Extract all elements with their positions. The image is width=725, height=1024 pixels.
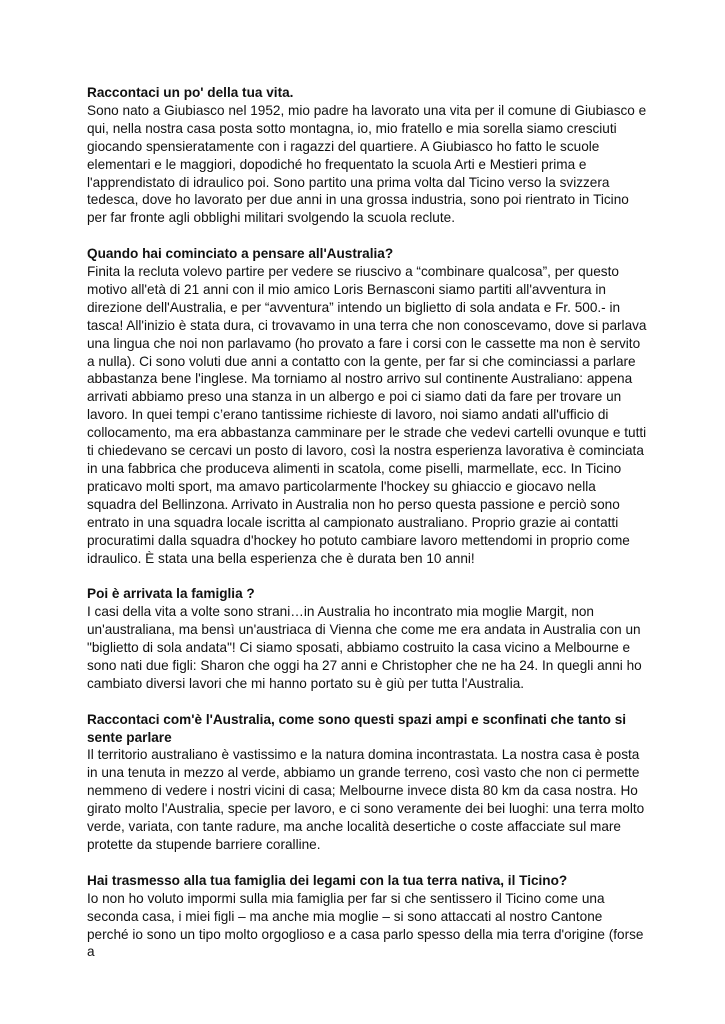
section-heading: Poi è arrivata la famiglia ? — [87, 586, 255, 602]
section-body: Il territorio australiano è vastissimo e la natura domina incontrastata. La nostra casa è posta in una tenuta in mezzo al verde, abbiamo un grande terreno, così vasto che non ci permette nemmeno di vedere i nostri vicini di casa; Melbourne invece dista 80 km da casa nostra. Ho girato molto l'Australia, specie per lavoro, e ci sono veramente dei bei luoghi: una terra molto verde, variata, con tante radure, ma anche località desertiche o coste affacciate sul mare protette da stupende barriere coralline. — [87, 747, 645, 853]
document-page — [87, 84, 647, 979]
section-body: Finita la recluta volevo partire per vedere se riuscivo a “combinare qualcosa”, per questo motivo all'età di 21 anni con il mio amico Loris Bernasconi siamo partiti all'avventura in direzione dell'Australia, e per “avventura” intendo un biglietto di sola andata e Fr. 500.- in tasca! All'inizio è stata dura, ci trovavamo in una terra che non conoscevamo, dove si parlava una lingua che noi non parlavamo (ho provato a fare i corsi con le cassette ma non è servito a nulla). Ci sono voluti due anni a contatto con la gente, per far si che cominciassi a parlare abbastanza bene l'inglese. Ma torniamo al nostro arrivo sul continente Australiano: appena arrivati abbiamo preso una stanza in un albergo e poi ci siamo dati da fare per trovare un lavoro. In quei tempi c’erano tantissime richieste di lavoro, noi siamo andati all'ufficio di collocamento, ma era abbastanza camminare per le strade che vedevi cartelli ovunque e tutti ti chiedevano se cercavi un posto di lavoro, così la nostra esperienza lavorativa è cominciata in una fabbrica che produceva alimenti in scatola, come piselli, marmellate, ecc. In Ticino praticavo molti sport, ma amavo particolarmente l'hockey su ghiaccio e giocavo nella squadra del Bellinzona. Arrivato in Australia non ho perso questa passione e perciò sono entrato in una squadra locale iscritta al campionato australiano. Proprio grazie ai contatti procuratimi dalla squadra d'hockey ho potuto cambiare lavoro mettendomi in proprio come idraulico. È stata una bella esperienza che è durata ben 10 anni! — [87, 264, 647, 566]
section-body: Io non ho voluto impormi sulla mia famiglia per far si che sentissero il Ticino come una seconda casa, i miei figli – ma anche mia moglie – si sono attaccati al nostro Cantone perché io sono un tipo molto orgoglioso e a casa parlo spesso della mia terra d'origine (forse a — [87, 890, 644, 960]
section-australia-start — [87, 245, 647, 567]
section-ticino-ties — [87, 872, 647, 962]
section-heading: Raccontaci com'è l'Australia, come sono questi spazi ampi e sconfinati che tanto si sente parlare — [87, 711, 627, 745]
section-heading: Hai trasmesso alla tua famiglia dei legami con la tua terra nativa, il Ticino? — [87, 872, 568, 888]
section-heading: Quando hai cominciato a pensare all'Australia? — [87, 246, 394, 262]
section-body: I casi della vita a volte sono strani…in Australia ho incontrato mia moglie Margit, non un'australiana, ma bensì un'austriaca di Vienna che come me era andata in Australia con un "biglietto di sola andata"! Ci siamo sposati, abbiamo costruito la casa vicino a Melbourne e sono nati due figli: Sharon che oggi ha 27 anni e Christopher che ne ha 24. In quegli anni ho cambiato diversi lavori che mi hanno portato su è giù per tutta l'Australia. — [87, 604, 642, 691]
section-australia-description — [87, 711, 647, 854]
section-life — [87, 84, 647, 227]
section-heading: Raccontaci un po' della tua vita. — [87, 85, 294, 100]
section-family — [87, 585, 647, 692]
section-body: Sono nato a Giubiasco nel 1952, mio padre ha lavorato una vita per il comune di Giubiasco e qui, nella nostra casa posta sotto montagna, io, mio fratello e mia sorella siamo cresciuti giocando spensieratamente con i ragazzi del quartiere. A Giubiasco ho fatto le scuole elementari e le maggiori, dopodiché ho frequentato la scuola Arti e Mestieri prima e l'apprendistato di idraulico poi. Sono partito una prima volta dal Ticino verso la svizzera tedesca, dove ho lavorato per due anni in una grossa industria, sono poi rientrato in Ticino per far fronte agli obblighi militari svolgendo la scuola reclute. — [87, 102, 647, 226]
